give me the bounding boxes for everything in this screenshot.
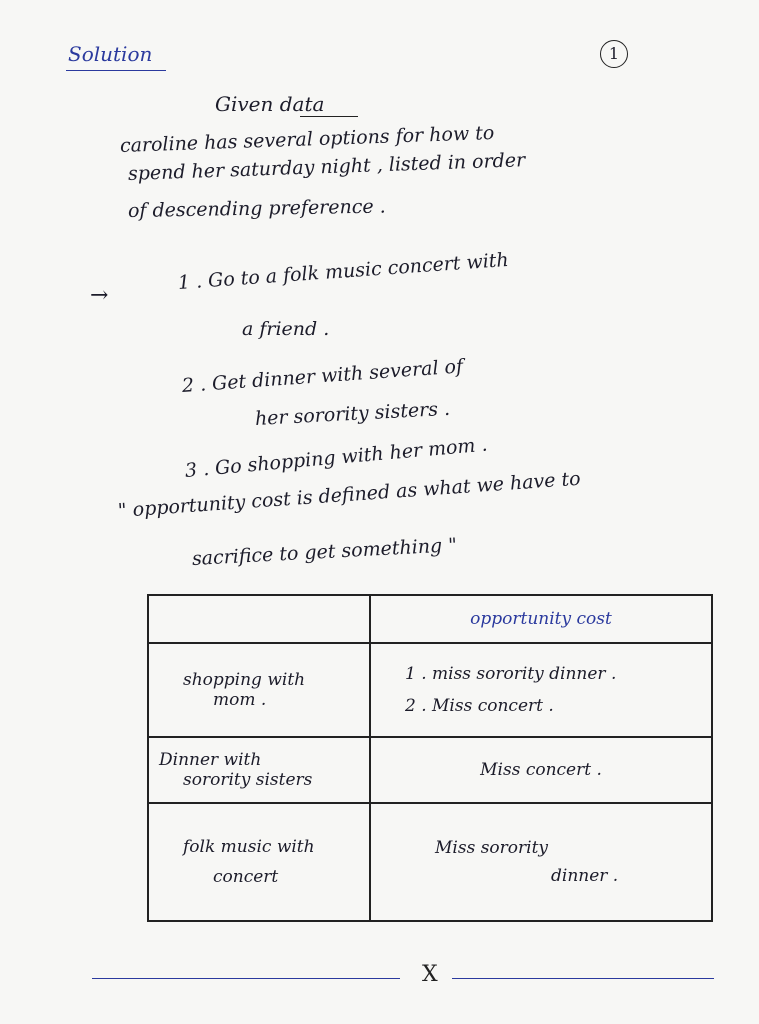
opportunity-cost-table [147,594,713,922]
table-header-empty [148,595,370,643]
given-line-1: caroline has several options for how to [119,121,495,157]
table-row [148,737,712,803]
table-header-row [148,595,712,643]
table-cell-activity [148,803,370,921]
option-1-line-1: 1 . Go to a folk music concert with [177,248,510,294]
table-row [148,803,712,921]
footer-mark: X [422,962,438,987]
table-cell-cost [370,803,712,921]
cost-line: 1 . miss sorority dinner . [405,664,617,684]
option-2-line-2: her sorority sisters . [254,397,451,430]
cost-line: dinner . [551,866,619,886]
cost-line: 2 . Miss concert . [405,696,554,716]
table-cell-activity [148,643,370,737]
activity-line: sorority sisters [183,770,313,790]
given-heading: Given data [215,92,325,116]
activity-line: folk music with [183,837,315,857]
table-cell-cost [370,643,712,737]
table-cell-cost: Miss concert . [370,737,712,803]
page-title: Solution [68,42,153,66]
definition-line-2: sacrifice to get something " [191,534,458,570]
option-2-line-1: 2 . Get dinner with several of [181,355,464,397]
cost-line: Miss sorority [435,838,549,858]
activity-line: concert [213,867,279,887]
definition-line-1: " opportunity cost is defined as what we have to [117,467,582,522]
title-underline [66,70,166,71]
option-3: 3 . Go shopping with her mom . [184,433,489,482]
activity-line: Dinner with [159,750,262,770]
arrow-right-icon: → [90,283,109,308]
activity-line: mom . [213,690,267,710]
table-row [148,643,712,737]
table-header-cost: opportunity cost [370,595,712,643]
footer-rule-left [92,978,400,979]
footer-rule-right [452,978,714,979]
activity-line: shopping with [183,670,306,690]
page-number: 1 [600,40,628,68]
given-underline [300,116,358,117]
given-line-2: spend her saturday night , listed in order [127,149,526,185]
option-1-line-2: a friend . [242,318,330,340]
table-cell-activity [148,737,370,803]
given-line-3: of descending preference . [127,195,386,222]
